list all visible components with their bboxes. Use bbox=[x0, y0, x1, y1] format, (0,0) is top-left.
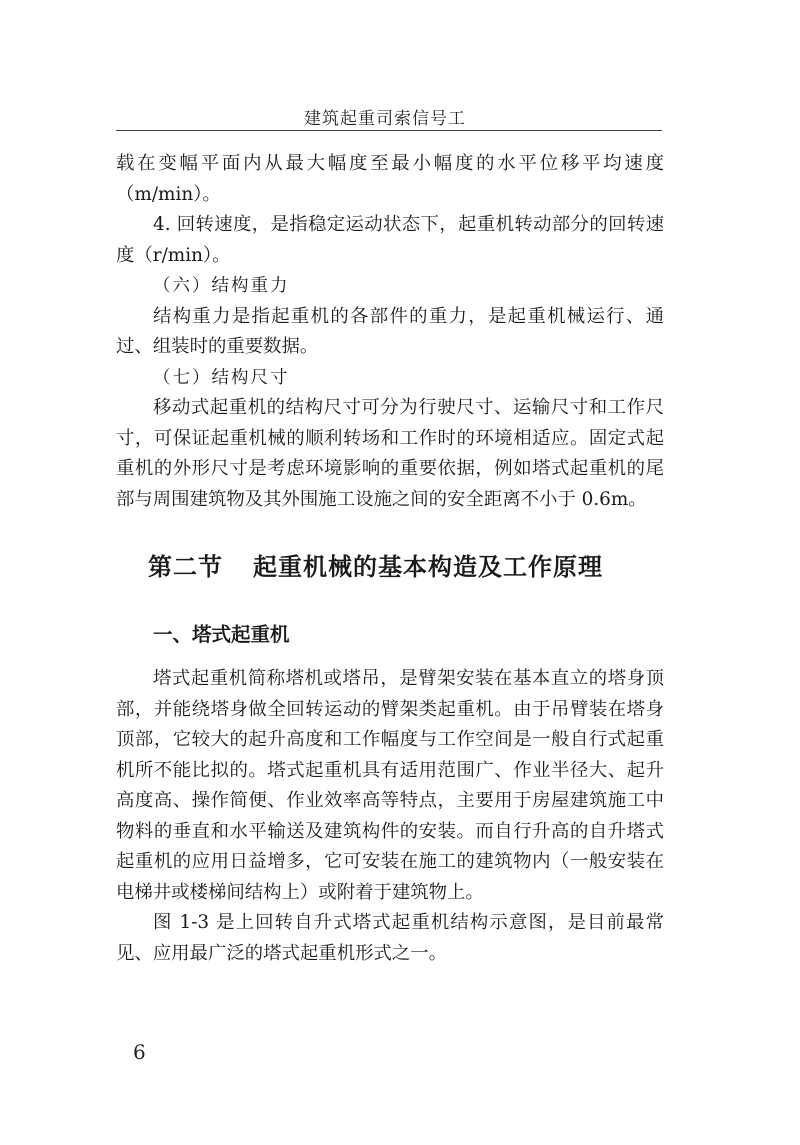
running-header-title: 建筑起重司索信号工 bbox=[304, 109, 466, 129]
paragraph-travel-speed-continued: 载在变幅平面内从最大幅度至最小幅度的水平位移平均速度（m/min）。 bbox=[116, 153, 664, 205]
page-body bbox=[116, 149, 664, 969]
page-number: 6 bbox=[133, 1040, 146, 1064]
heading-structural-dimensions: （七）结构尺寸 bbox=[153, 367, 290, 388]
section-title-text: 起重机械的基本构造及工作原理 bbox=[253, 553, 603, 581]
running-header bbox=[116, 96, 662, 131]
section-title bbox=[116, 550, 664, 584]
subsection-title: 一、塔式起重机 bbox=[153, 623, 290, 646]
paragraph-structural-dimensions: 移动式起重机的结构尺寸可分为行驶尺寸、运输尺寸和工作尺寸，可保证起重机械的顺利转场和工作时的环境相适应。固定式起重机的外形尺寸是考虑环境影响的重要依据，例如塔式起重机的尾部与周围建筑物及其外围施工设施之间的安全距离不小于 0.6m。 bbox=[116, 397, 664, 510]
paragraph-tower-crane-intro: 塔式起重机简称塔机或塔吊，是臂架安装在基本直立的塔身顶部，并能绕塔身做全回转运动的臂架类起重机。由于吊臂装在塔身顶部，它较大的起升高度和工作幅度与工作空间是一般自行式起重机所不能比拟的。塔式起重机具有适用范围广、作业半径大、起升高度高、操作简便、作业效率高等特点，主要用于房屋建筑施工中物料的垂直和水平输送及建筑构件的安装。而自行升高的自升塔式起重机的应用日益增多，它可安装在施工的建筑物内（一般安装在电梯井或楼梯间结构上）或附着于建筑物上。 bbox=[116, 668, 664, 903]
paragraph-slewing-speed: 4. 回转速度，是指稳定运动状态下，起重机转动部分的回转速度（r/min）。 bbox=[116, 214, 664, 266]
heading-structural-weight: （六）结构重力 bbox=[153, 276, 290, 296]
paragraph-structural-weight: 结构重力是指起重机的各部件的重力，是起重机械运行、通过、组装时的重要数据。 bbox=[116, 305, 664, 357]
paragraph-figure-reference: 图 1-3 是上回转自升式塔式起重机结构示意图，是目前最常见、应用最广泛的塔式起重机形式之一。 bbox=[116, 912, 664, 964]
section-label: 第二节 bbox=[148, 553, 223, 581]
